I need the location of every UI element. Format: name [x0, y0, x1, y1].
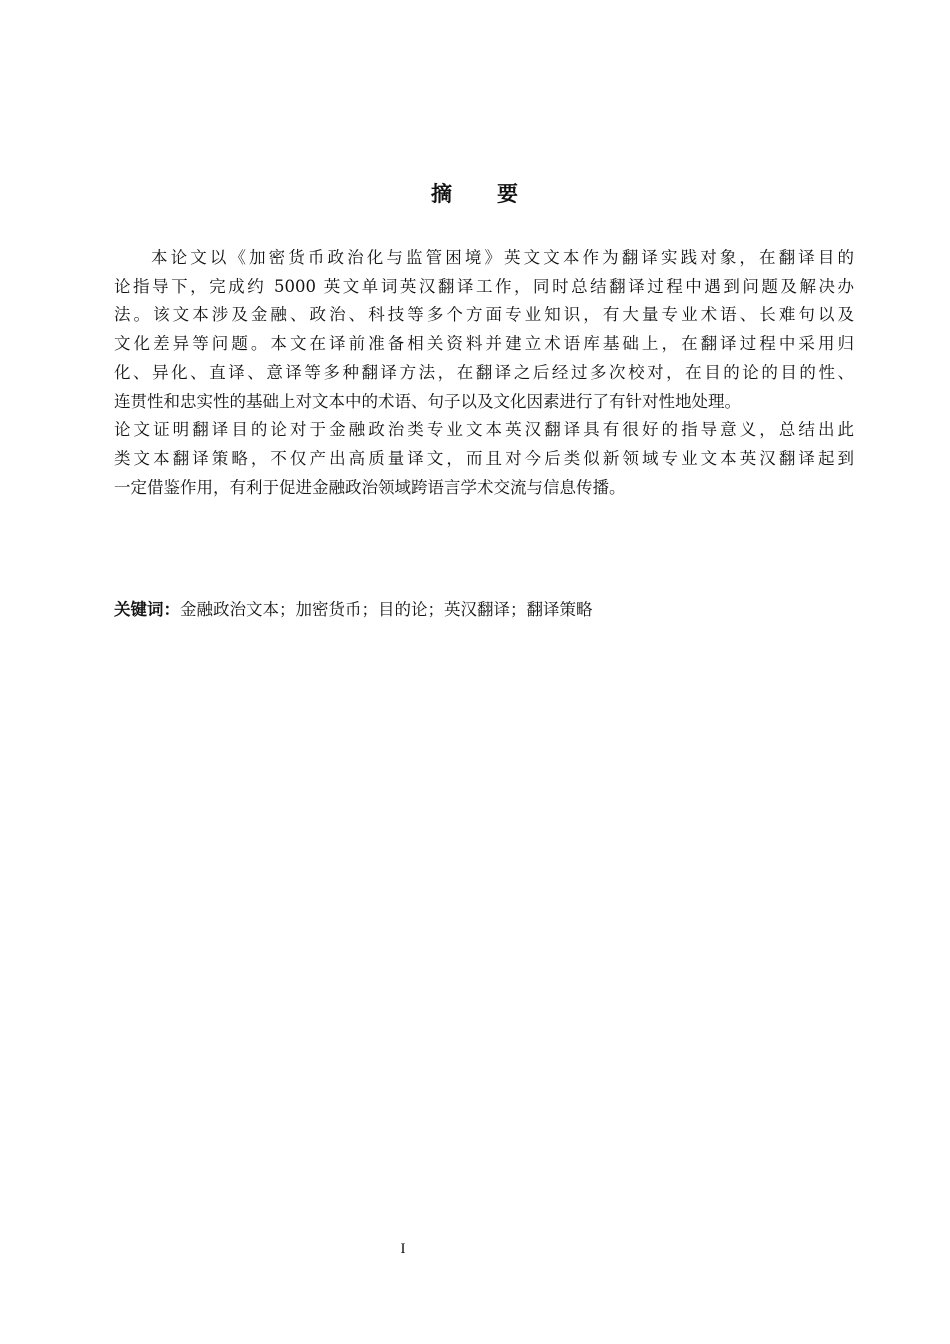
- keywords-label: 关键词：: [114, 600, 180, 619]
- abstract-title-char-2: 要: [497, 182, 519, 206]
- abstract-title-char-1: 摘: [431, 182, 453, 206]
- abstract-line-7: 论文证明翻译目的论对于金融政治类专业文本英汉翻译具有很好的指导意义，总结出此: [114, 420, 854, 440]
- abstract-body: [114, 244, 854, 502]
- keywords-line: [114, 596, 854, 624]
- abstract-line-2: 论指导下，完成约 5000 英文单词英汉翻译工作，同时总结翻译过程中遇到问题及解决办: [114, 276, 854, 296]
- abstract-line-3: 法。该文本涉及金融、政治、科技等多个方面专业知识，有大量专业术语、长难句以及: [114, 305, 854, 325]
- page-number: I: [400, 1241, 406, 1257]
- abstract-line-9: 一定借鉴作用，有利于促进金融政治领域跨语言学术交流与信息传播。: [114, 477, 626, 497]
- abstract-line-4: 文化差异等问题。本文在译前准备相关资料并建立术语库基础上，在翻译过程中采用归: [114, 334, 854, 354]
- abstract-line-1: 本论文以《加密货币政治化与监管困境》英文文本作为翻译实践对象，在翻译目的: [151, 248, 854, 267]
- abstract-line-6: 连贯性和忠实性的基础上对文本中的术语、句子以及文化因素进行了有针对性地处理。: [114, 391, 741, 411]
- abstract-line-8: 类文本翻译策略，不仅产出高质量译文，而且对今后类似新领域专业文本英汉翻译起到: [114, 448, 854, 468]
- abstract-line-5: 化、异化、直译、意译等多种翻译方法，在翻译之后经过多次校对，在目的论的目的性、: [114, 362, 854, 382]
- abstract-title: [0, 178, 950, 208]
- keywords-text: 金融政治文本；加密货币；目的论；英汉翻译；翻译策略: [180, 600, 593, 619]
